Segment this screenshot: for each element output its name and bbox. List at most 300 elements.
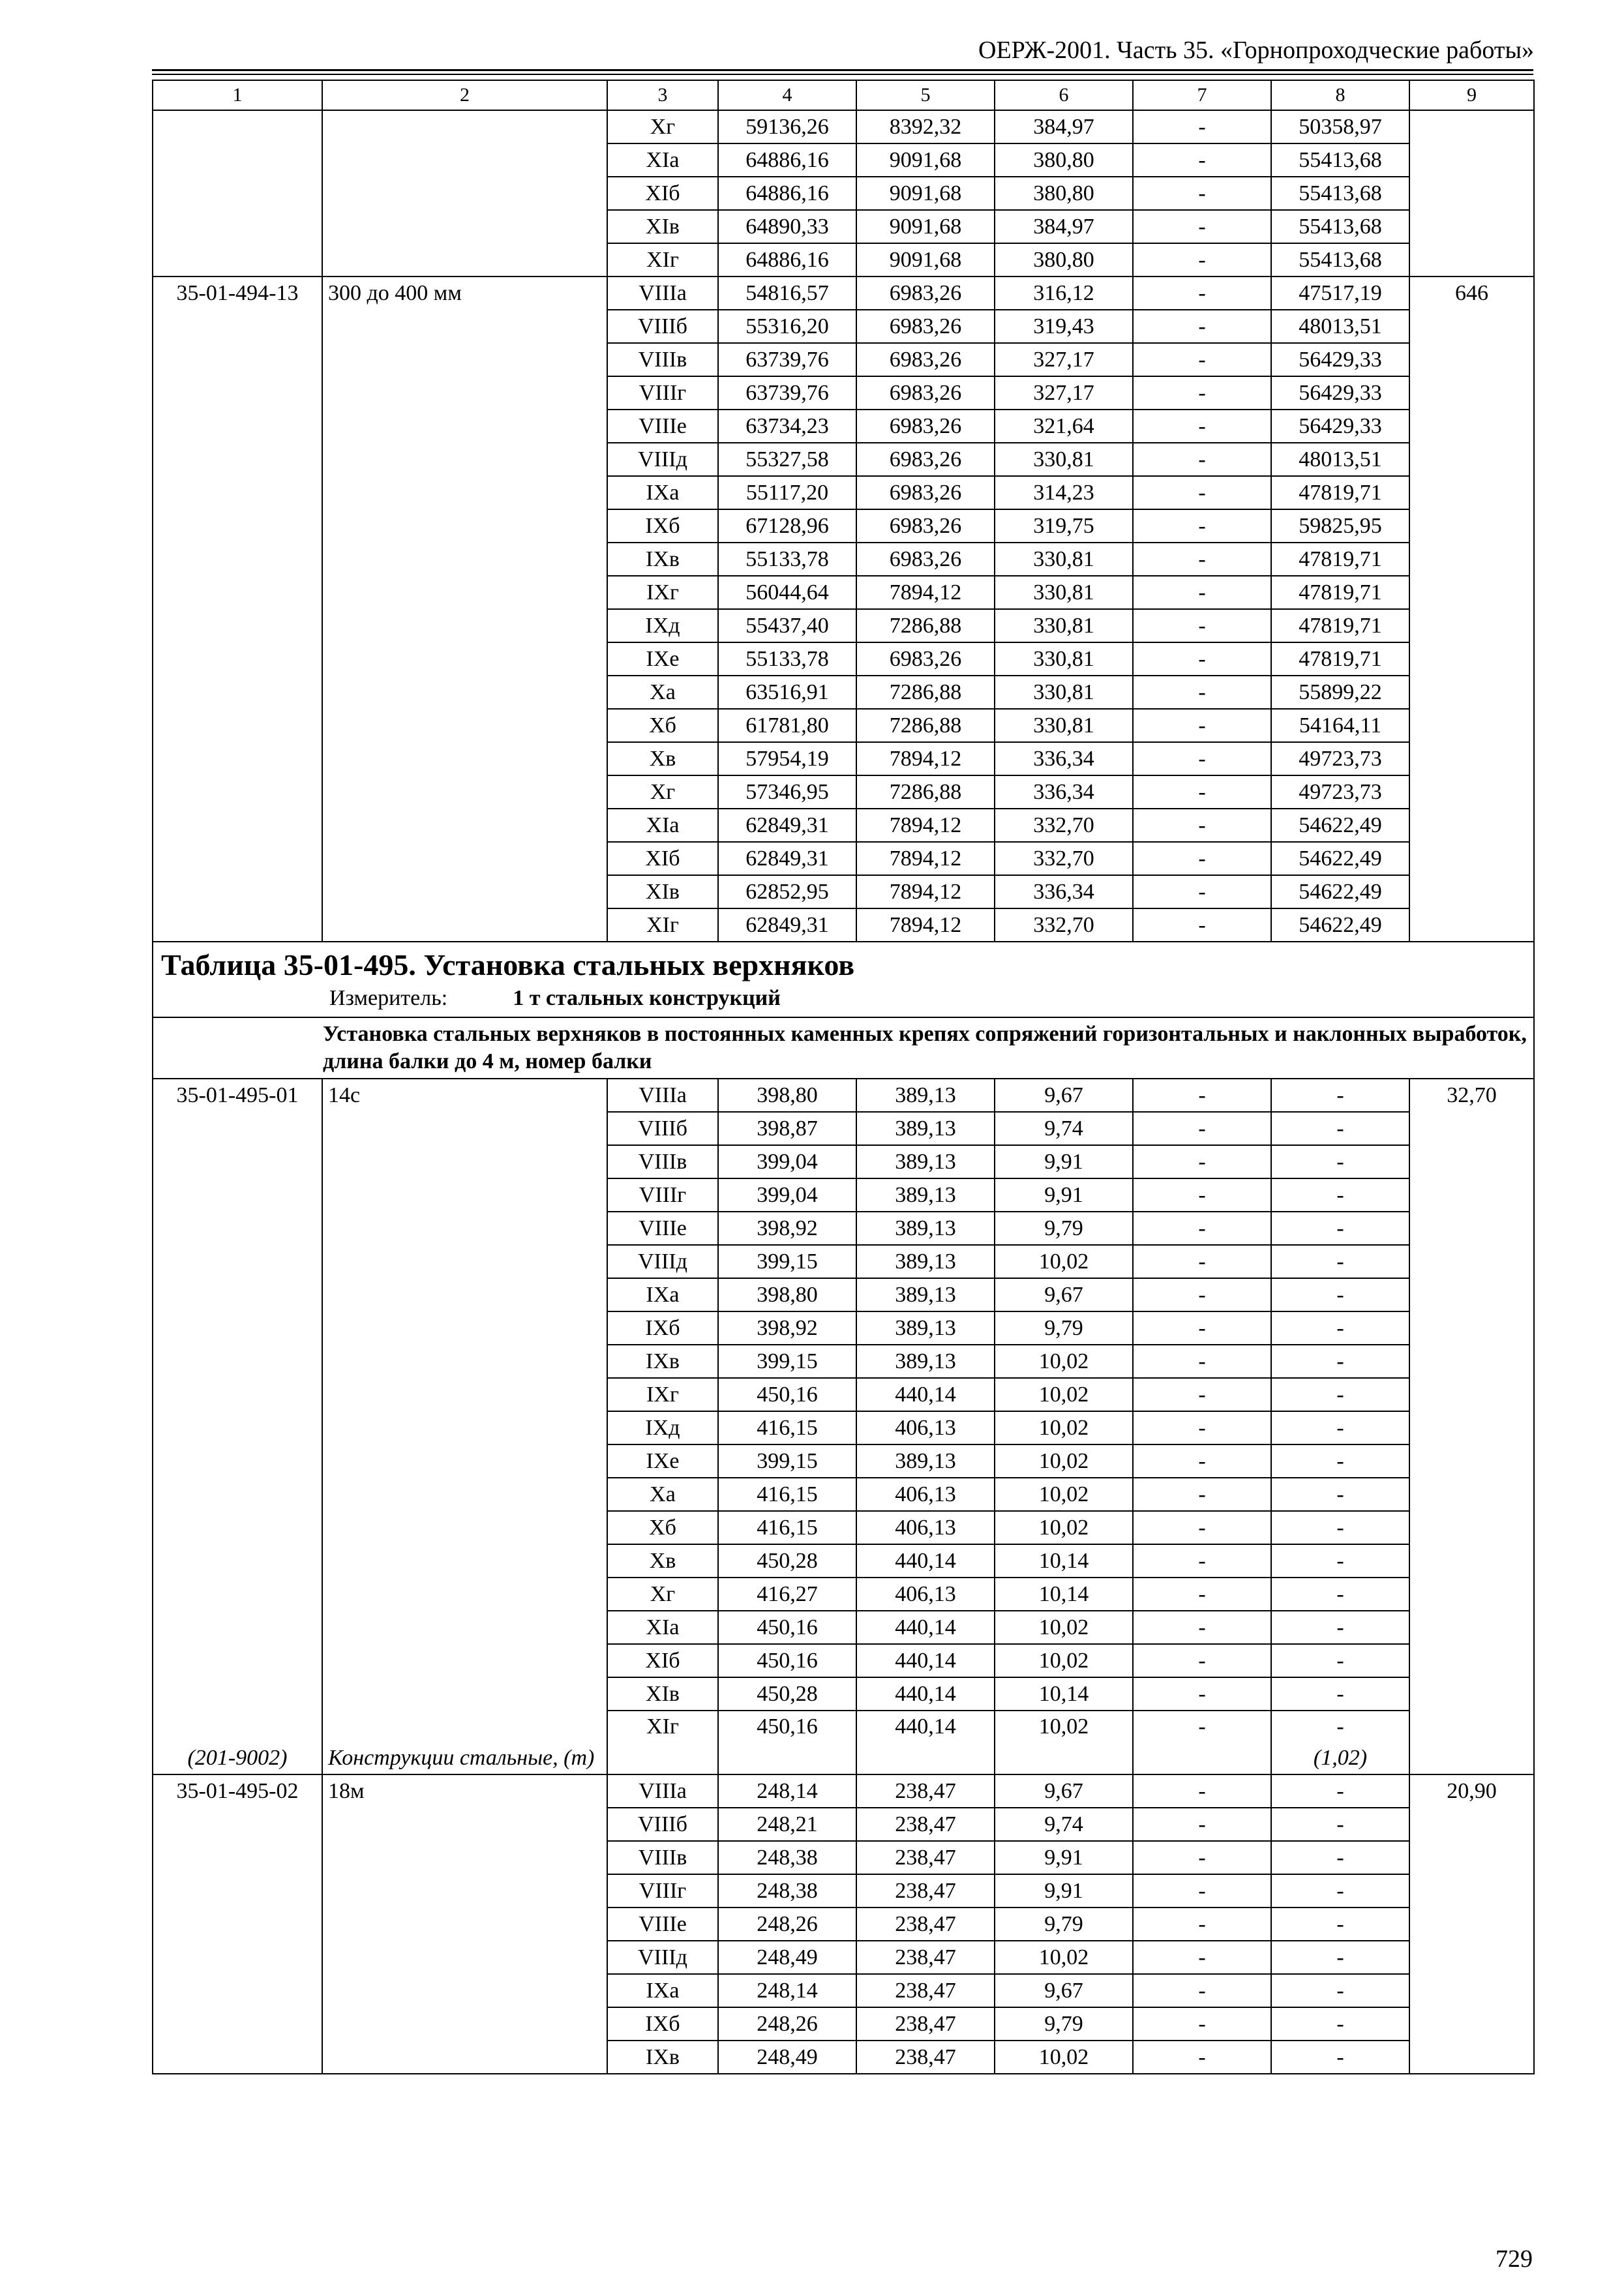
- value-cell: VIIIе: [607, 1212, 718, 1245]
- value-cell: -: [1133, 2007, 1271, 2041]
- value-cell: 327,17: [995, 343, 1133, 376]
- table-row: [153, 110, 1534, 143]
- value-cell: -: [1133, 1245, 1271, 1278]
- code-cell-empty: [153, 1478, 322, 1511]
- value-cell: 248,14: [718, 1974, 856, 2007]
- value-cell: 330,81: [995, 609, 1133, 642]
- value-cell: 238,47: [856, 1908, 995, 1941]
- column-number: 8: [1271, 80, 1409, 110]
- value-cell: -: [1133, 243, 1271, 277]
- name-cell: [322, 110, 607, 277]
- value-cell: -: [1133, 1974, 1271, 2007]
- value-cell: -: [1271, 1677, 1409, 1711]
- value-cell: Xб: [607, 1511, 718, 1544]
- value-cell: -: [1271, 1941, 1409, 1974]
- value-cell: -: [1133, 376, 1271, 410]
- table-row: [153, 1245, 1534, 1278]
- value-cell: -: [1133, 410, 1271, 443]
- code-cell-empty: [153, 1178, 322, 1212]
- table-row: [153, 1112, 1534, 1145]
- value-cell: VIIIг: [607, 1874, 718, 1908]
- value-cell: 399,04: [718, 1178, 856, 1212]
- value-cell: -: [1133, 1112, 1271, 1145]
- value-cell: -: [1133, 775, 1271, 809]
- value-cell: 332,70: [995, 908, 1133, 942]
- name-cell-empty: [322, 1278, 607, 1311]
- value-cell: 416,27: [718, 1578, 856, 1611]
- value-cell: 6983,26: [856, 476, 995, 509]
- value-cell: XIв: [607, 875, 718, 908]
- value-cell: 10,02: [995, 1611, 1133, 1644]
- header-rule-double: [152, 74, 1533, 75]
- value-cell: 10,02: [995, 1511, 1133, 1544]
- value-cell: Xг: [607, 1578, 718, 1611]
- resource-name-text: Конструкции стальные, (т): [328, 1746, 595, 1770]
- value-cell: -: [1133, 1278, 1271, 1311]
- code-cell-empty: [153, 1112, 322, 1145]
- column-number: 3: [607, 80, 718, 110]
- value-cell: IXа: [607, 476, 718, 509]
- value-cell: 316,12: [995, 277, 1133, 310]
- value-cell: 336,34: [995, 775, 1133, 809]
- column-number: 9: [1409, 80, 1534, 110]
- value-cell: -: [1133, 1411, 1271, 1444]
- value-cell: [856, 1711, 995, 1774]
- code-cell-empty: [153, 1245, 322, 1278]
- value-cell: 406,13: [856, 1478, 995, 1511]
- value-cell: 248,14: [718, 1774, 856, 1808]
- value-cell: -: [1271, 2041, 1409, 2074]
- value-cell: -: [1133, 1908, 1271, 1941]
- value-cell: -: [1133, 443, 1271, 476]
- value-cell: -: [1133, 842, 1271, 875]
- code-cell-empty: [153, 1145, 322, 1178]
- value-cell: -: [1133, 1212, 1271, 1245]
- table-row: [153, 1311, 1534, 1345]
- value-cell: 47819,71: [1271, 543, 1409, 576]
- name-cell-empty: [322, 1411, 607, 1444]
- value-cell: 10,02: [995, 2041, 1133, 2074]
- value-cell: 10,02: [995, 1245, 1133, 1278]
- code-cell-empty: [153, 1311, 322, 1345]
- value-cell: 416,15: [718, 1511, 856, 1544]
- value-cell: -: [1133, 1544, 1271, 1578]
- value-cell: 7894,12: [856, 576, 995, 609]
- value-cell: VIIIб: [607, 310, 718, 343]
- value-cell: IXв: [607, 543, 718, 576]
- value-cell: -: [1133, 1145, 1271, 1178]
- value-cell: 56429,33: [1271, 410, 1409, 443]
- value-cell: 384,97: [995, 110, 1133, 143]
- value-cell: 238,47: [856, 1841, 995, 1874]
- name-cell-empty: [322, 1112, 607, 1145]
- table-title-cell: [153, 942, 1534, 1017]
- value-cell: IXб: [607, 509, 718, 543]
- value-cell: 389,13: [856, 1112, 995, 1145]
- value-cell: 10,14: [995, 1578, 1133, 1611]
- code-cell-empty: [153, 1378, 322, 1411]
- value-cell: 389,13: [856, 1212, 995, 1245]
- value-cell: 56044,64: [718, 576, 856, 609]
- value-cell: 238,47: [856, 1808, 995, 1841]
- value-cell: 6983,26: [856, 310, 995, 343]
- value-cell: -: [1271, 1644, 1409, 1677]
- value-cell: 6983,26: [856, 343, 995, 376]
- value-cell: 49723,73: [1271, 742, 1409, 775]
- value-cell: 55413,68: [1271, 177, 1409, 210]
- table-title: Таблица 35-01-495. Установка стальных верхняков: [161, 948, 855, 981]
- value-cell: 9,91: [995, 1874, 1133, 1908]
- value-text: 440,14: [895, 1714, 956, 1739]
- measure-value: 1 т стальных конструкций: [513, 986, 781, 1010]
- value-cell: 399,04: [718, 1145, 856, 1178]
- name-cell-empty: [322, 1478, 607, 1511]
- value-cell: -: [1133, 543, 1271, 576]
- value-cell: 330,81: [995, 543, 1133, 576]
- value-cell: 319,75: [995, 509, 1133, 543]
- value-cell: -: [1133, 809, 1271, 842]
- value-cell: 48013,51: [1271, 310, 1409, 343]
- value-cell: 7894,12: [856, 875, 995, 908]
- value-cell: 54622,49: [1271, 809, 1409, 842]
- value-cell: 59825,95: [1271, 509, 1409, 543]
- value-cell: Xг: [607, 110, 718, 143]
- value-cell: 54164,11: [1271, 709, 1409, 742]
- name-cell-empty: [322, 1444, 607, 1478]
- col9-cell: [1409, 110, 1534, 277]
- value-cell: 55413,68: [1271, 143, 1409, 177]
- value-cell: VIIIа: [607, 277, 718, 310]
- value-cell: 56429,33: [1271, 343, 1409, 376]
- code-cell: 35-01-495-01: [153, 1079, 322, 1112]
- value-cell: VIIIб: [607, 1112, 718, 1145]
- value-cell: VIIIд: [607, 1941, 718, 1974]
- value-cell: 47819,71: [1271, 576, 1409, 609]
- measure-label: Измеритель:: [329, 986, 448, 1010]
- value-cell: -: [1271, 1178, 1409, 1212]
- value-cell: 399,15: [718, 1345, 856, 1378]
- value-cell: 450,28: [718, 1544, 856, 1578]
- value-cell: -: [1271, 1212, 1409, 1245]
- value-cell: IXа: [607, 1974, 718, 2007]
- value-cell: 7894,12: [856, 809, 995, 842]
- value-cell: -: [1133, 2041, 1271, 2074]
- value-cell: 380,80: [995, 177, 1133, 210]
- value-cell: 59136,26: [718, 110, 856, 143]
- value-cell: 10,02: [995, 1411, 1133, 1444]
- table-row: [153, 1578, 1534, 1611]
- table-title-row: [153, 942, 1534, 1017]
- value-cell: 63739,76: [718, 376, 856, 410]
- value-cell: 6983,26: [856, 410, 995, 443]
- value-cell: 55899,22: [1271, 676, 1409, 709]
- value-cell: 50358,97: [1271, 110, 1409, 143]
- value-cell: 238,47: [856, 1974, 995, 2007]
- value-cell: 54622,49: [1271, 842, 1409, 875]
- resource-value: (1,02): [1313, 1746, 1368, 1770]
- value-cell: XIг: [607, 908, 718, 942]
- code-cell: [153, 110, 322, 277]
- value-cell: 9,67: [995, 1774, 1133, 1808]
- value-cell: 54622,49: [1271, 875, 1409, 908]
- value-cell: -: [1271, 1278, 1409, 1311]
- value-cell: IXб: [607, 1311, 718, 1345]
- measure-line: [161, 984, 1526, 1017]
- value-cell: -: [1133, 642, 1271, 676]
- table-row: [153, 1644, 1534, 1677]
- value-cell: 248,38: [718, 1841, 856, 1874]
- name-cell-empty: [322, 1611, 607, 1644]
- value-cell: -: [1133, 1079, 1271, 1112]
- value-cell: -: [1133, 1774, 1271, 1808]
- value-cell: -: [1133, 177, 1271, 210]
- value-cell: 380,80: [995, 143, 1133, 177]
- code-cell: 35-01-494-13: [153, 277, 322, 942]
- page-header: ОЕРЖ-2001. Часть 35. «Горнопроходческие работы»: [978, 37, 1534, 64]
- value-cell: XIа: [607, 1611, 718, 1644]
- header-rule: [152, 69, 1533, 71]
- value-cell: 248,21: [718, 1808, 856, 1841]
- value-cell: 330,81: [995, 642, 1133, 676]
- value-cell: 7894,12: [856, 908, 995, 942]
- value-cell: 389,13: [856, 1245, 995, 1278]
- value-cell: 399,15: [718, 1245, 856, 1278]
- value-cell: 238,47: [856, 2041, 995, 2074]
- value-cell: 380,80: [995, 243, 1133, 277]
- value-cell: VIIIа: [607, 1774, 718, 1808]
- value-cell: -: [1133, 1611, 1271, 1644]
- value-cell: -: [1271, 1544, 1409, 1578]
- code-cell-empty: [153, 1345, 322, 1378]
- value-cell: 9,79: [995, 1908, 1133, 1941]
- value-cell: VIIIе: [607, 1908, 718, 1941]
- value-cell: 55316,20: [718, 310, 856, 343]
- value-cell: -: [1133, 1478, 1271, 1511]
- value-cell: 6983,26: [856, 376, 995, 410]
- value-cell: -: [1133, 476, 1271, 509]
- page-number: 729: [1496, 2245, 1533, 2273]
- value-cell: 238,47: [856, 2007, 995, 2041]
- value-cell: Xв: [607, 742, 718, 775]
- value-cell: 389,13: [856, 1311, 995, 1345]
- code-cell-empty: [153, 1578, 322, 1611]
- value-cell: 64886,16: [718, 143, 856, 177]
- table-row: [153, 1345, 1534, 1378]
- value-cell: 62849,31: [718, 809, 856, 842]
- value-cell: 47819,71: [1271, 476, 1409, 509]
- value-cell: 416,15: [718, 1478, 856, 1511]
- value-cell: -: [1133, 1941, 1271, 1974]
- value-cell: 389,13: [856, 1178, 995, 1212]
- name-cell: 300 до 400 мм: [322, 277, 607, 942]
- value-cell: IXг: [607, 1378, 718, 1411]
- value-cell: [995, 1711, 1133, 1774]
- value-cell: 327,17: [995, 376, 1133, 410]
- name-cell-empty: [322, 1378, 607, 1411]
- value-cell: -: [1133, 1677, 1271, 1711]
- code-cell: 35-01-495-02: [153, 1774, 322, 2074]
- value-cell: Xв: [607, 1544, 718, 1578]
- value-cell: 47819,71: [1271, 642, 1409, 676]
- value-cell: 64886,16: [718, 177, 856, 210]
- table-row: [153, 1212, 1534, 1245]
- value-cell: 64886,16: [718, 243, 856, 277]
- value-cell: -: [1133, 676, 1271, 709]
- name-cell-empty: [322, 1578, 607, 1611]
- value-cell: 389,13: [856, 1079, 995, 1112]
- resource-code: [153, 1711, 322, 1774]
- value-cell: IXб: [607, 2007, 718, 2041]
- name-cell-empty: [322, 1245, 607, 1278]
- value-cell: 406,13: [856, 1511, 995, 1544]
- code-cell-empty: [153, 1511, 322, 1544]
- value-cell: 10,02: [995, 1378, 1133, 1411]
- column-number-row: [153, 80, 1534, 110]
- value-cell: 332,70: [995, 842, 1133, 875]
- code-cell-empty: [153, 1411, 322, 1444]
- value-cell: XIб: [607, 842, 718, 875]
- value-cell: 9,67: [995, 1079, 1133, 1112]
- value-cell: 398,92: [718, 1212, 856, 1245]
- value-cell: -: [1133, 709, 1271, 742]
- value-cell: 63734,23: [718, 410, 856, 443]
- value-cell: 7286,88: [856, 609, 995, 642]
- value-cell: 56429,33: [1271, 376, 1409, 410]
- column-number: 5: [856, 80, 995, 110]
- value-cell: 6983,26: [856, 277, 995, 310]
- value-cell: IXд: [607, 609, 718, 642]
- value-cell: 10,02: [995, 1644, 1133, 1677]
- code-cell-empty: [153, 1611, 322, 1644]
- value-cell: XIа: [607, 809, 718, 842]
- name-cell-empty: [322, 1345, 607, 1378]
- value-cell: IXд: [607, 1411, 718, 1444]
- value-cell: 10,02: [995, 1444, 1133, 1478]
- value-cell: Xб: [607, 709, 718, 742]
- table-row: [153, 1145, 1534, 1178]
- value-cell: 332,70: [995, 809, 1133, 842]
- name-cell-empty: [322, 1145, 607, 1178]
- value-cell: 55133,78: [718, 543, 856, 576]
- value-cell: -: [1271, 1578, 1409, 1611]
- value-cell: -: [1133, 1311, 1271, 1345]
- value-cell: 9,67: [995, 1278, 1133, 1311]
- value-cell: 67128,96: [718, 509, 856, 543]
- value-cell: 10,02: [995, 1941, 1133, 1974]
- value-cell: -: [1271, 1611, 1409, 1644]
- value-cell: VIIIд: [607, 1245, 718, 1278]
- value-cell: -: [1271, 1245, 1409, 1278]
- value-cell: 398,92: [718, 1311, 856, 1345]
- value-cell: 7286,88: [856, 676, 995, 709]
- value-cell: 7894,12: [856, 842, 995, 875]
- value-cell: 9,79: [995, 1311, 1133, 1345]
- name-cell-empty: [322, 1311, 607, 1345]
- value-cell: IXв: [607, 2041, 718, 2074]
- value-cell: IXв: [607, 1345, 718, 1378]
- value-cell: -: [1271, 1511, 1409, 1544]
- value-cell: XIг: [607, 243, 718, 277]
- value-cell: 6983,26: [856, 509, 995, 543]
- value-cell: 62849,31: [718, 842, 856, 875]
- value-cell: -: [1133, 1178, 1271, 1212]
- value-cell: -: [1271, 1112, 1409, 1145]
- value-cell: IXе: [607, 1444, 718, 1478]
- name-cell-empty: [322, 1644, 607, 1677]
- table-row: [153, 1611, 1534, 1644]
- value-cell: 330,81: [995, 443, 1133, 476]
- value-text: 10,02: [1038, 1714, 1089, 1739]
- value-cell: -: [1133, 210, 1271, 243]
- value-cell: 416,15: [718, 1411, 856, 1444]
- value-cell: 7286,88: [856, 709, 995, 742]
- value-cell: Xа: [607, 1478, 718, 1511]
- resource-code-text: (201-9002): [187, 1746, 288, 1770]
- value-cell: 440,14: [856, 1644, 995, 1677]
- value-cell: 9,67: [995, 1974, 1133, 2007]
- value-cell: -: [1133, 1345, 1271, 1378]
- value-cell: 406,13: [856, 1578, 995, 1611]
- value-cell: XIв: [607, 1677, 718, 1711]
- name-cell-empty: [322, 1544, 607, 1578]
- value-cell: -: [1133, 110, 1271, 143]
- value-cell: -: [1133, 875, 1271, 908]
- table-row: [153, 1774, 1534, 1808]
- value-cell: 9091,68: [856, 243, 995, 277]
- value-cell: [1133, 1711, 1271, 1774]
- value-cell: -: [1271, 1311, 1409, 1345]
- rates-table: [152, 80, 1535, 2074]
- code-cell-empty: [153, 1677, 322, 1711]
- value-cell: 10,02: [995, 1478, 1133, 1511]
- table-row: [153, 1511, 1534, 1544]
- value-cell: VIIIв: [607, 343, 718, 376]
- value-cell: 248,38: [718, 1874, 856, 1908]
- value-cell: -: [1133, 1578, 1271, 1611]
- value-cell: 55117,20: [718, 476, 856, 509]
- name-cell: 14с: [322, 1079, 607, 1112]
- table-row: [153, 1378, 1534, 1411]
- value-cell: 398,87: [718, 1112, 856, 1145]
- section-description: Установка стальных верхняков в постоянных каменных крепях сопряжений горизонтальных и наклонных выработок, длина балки до 4 м, номер балки: [153, 1017, 1534, 1079]
- value-cell: 330,81: [995, 576, 1133, 609]
- value-cell: 63739,76: [718, 343, 856, 376]
- value-cell: 57954,19: [718, 742, 856, 775]
- table-row: [153, 1411, 1534, 1444]
- value-cell: -: [1271, 1411, 1409, 1444]
- value-cell: -: [1271, 1378, 1409, 1411]
- value-cell: 336,34: [995, 875, 1133, 908]
- value-cell: 398,80: [718, 1079, 856, 1112]
- value-cell: -: [1271, 1908, 1409, 1941]
- value-cell: 9,91: [995, 1145, 1133, 1178]
- value-cell: 248,26: [718, 2007, 856, 2041]
- name-cell-empty: [322, 1178, 607, 1212]
- value-cell: -: [1133, 609, 1271, 642]
- value-cell: 450,16: [718, 1378, 856, 1411]
- value-cell: 330,81: [995, 709, 1133, 742]
- value-cell: 62849,31: [718, 908, 856, 942]
- value-cell: 55413,68: [1271, 243, 1409, 277]
- value-cell: 389,13: [856, 1444, 995, 1478]
- value-cell: 54816,57: [718, 277, 856, 310]
- column-number: 4: [718, 80, 856, 110]
- value-cell: 9091,68: [856, 177, 995, 210]
- value-cell: -: [1133, 1874, 1271, 1908]
- value-cell: -: [1271, 1774, 1409, 1808]
- value-cell: 399,15: [718, 1444, 856, 1478]
- table-row: [153, 1444, 1534, 1478]
